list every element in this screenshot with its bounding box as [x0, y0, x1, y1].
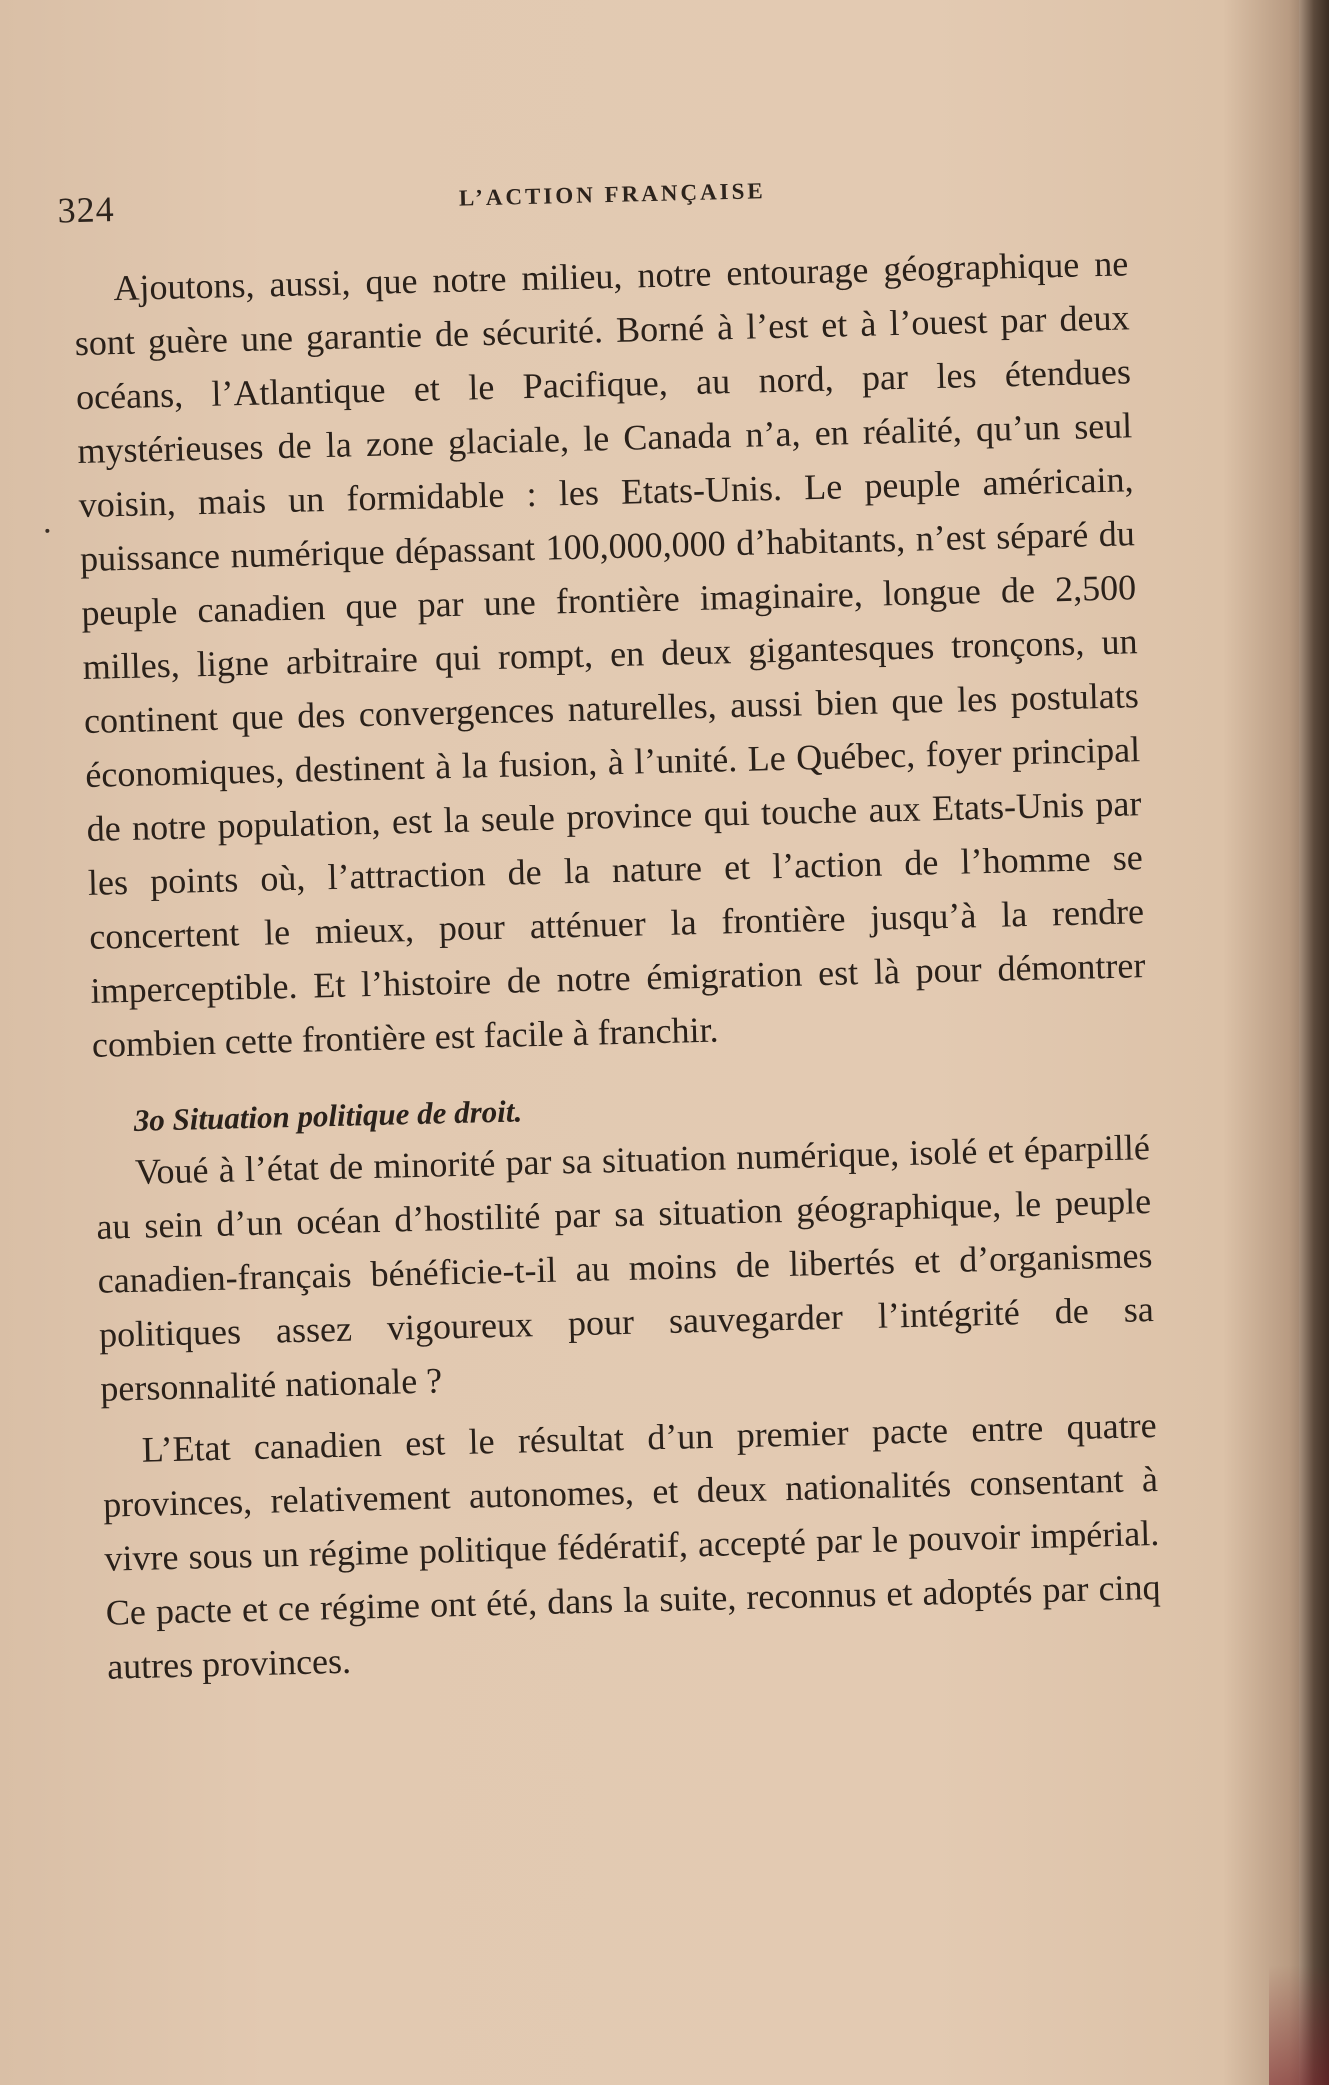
paragraph-3: L’Etat canadien est le résultat d’un premier pacte entre quatre provinces, relativement autonomes, et deux nationalités consentant à vivre sous un régime politique fédératif, accepté par le pouvoir impérial. Ce pacte et ce régime ont été, dans la suite, reconnus et adoptés par cinq autres provinces.: [102, 1404, 1162, 1687]
paragraph-2: Voué à l’état de minorité par sa situation numérique, isolé et éparpillé au sein d’un océan d’hostilité par sa situation géographique, le peuple canadien-français bénéficie-t-il au moins de libertés et d’organismes politiques assez vigoureux pour sauvegarder l’intégrité de sa personnalité nationale ?: [95, 1127, 1155, 1409]
running-title: L’ACTION FRANÇAISE: [458, 178, 767, 211]
page-number: 324: [57, 189, 116, 231]
page-header: [57, 162, 1168, 239]
paragraph-1: Ajoutons, aussi, que notre milieu, notre entourage géographique ne sont guère une garantie de sécurité. Borné à l’est et à l’ouest par deux océans, l’Atlantique et le Pacifique, au nord, par les étendues mystérieuses de la zone glaciale, le Canada n’a, en réalité, qu’un seul voisin, mais un formidable : les Etats-Unis. Le peuple américain, puissance numérique dépassant 100,000,000 d’habitants, n’est séparé du peuple canadien que par une frontière imaginaire, longue de 2,500 milles, ligne arbitraire qui rompt, en deux gigantesques tronçons, un continent que des convergences naturelles, aussi bien que les postulats économiques, destinent à la fusion, à l’unité. Le Québec, foyer principal de notre population, est la seule province qui touche aux Etats-Unis par les points où, l’attraction de la nature et l’action de l’homme se concertent le mieux, pour atténuer la frontière jusqu’à la rendre imperceptible. Et l’histoire de notre émigration est là pour démontrer combien cette frontière est facile à franchir.: [74, 243, 1146, 1065]
section-heading: 3o Situation politique de droit.: [133, 1093, 523, 1138]
book-binding-edge: [1299, 0, 1329, 2085]
page-edge-shadow: [1269, 1965, 1329, 2085]
page-body: [73, 236, 1163, 1693]
margin-mark: [45, 529, 49, 533]
